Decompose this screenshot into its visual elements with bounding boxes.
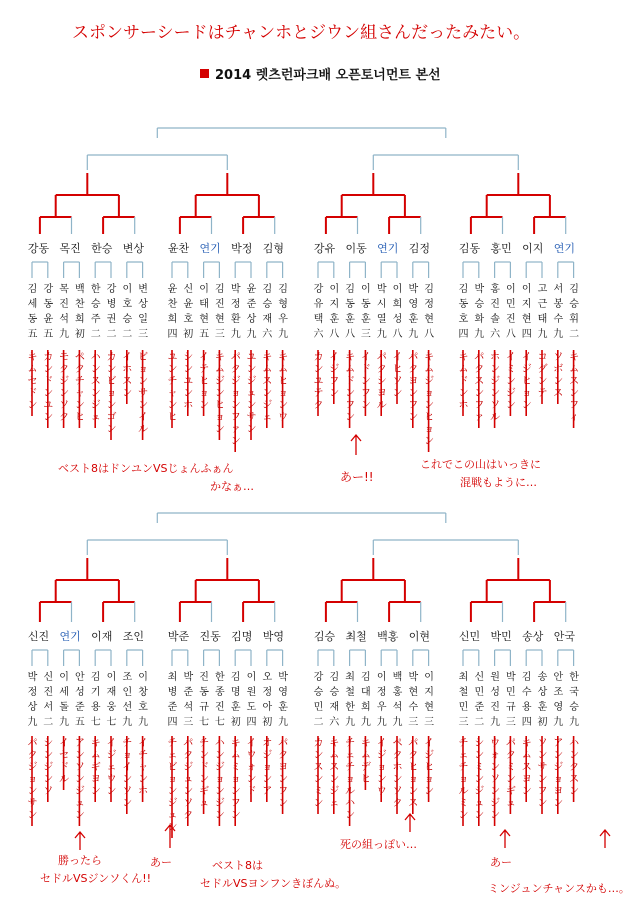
result-name: パ ク ジ ョ ン フ ァ ン [230,352,241,447]
result-name: ア ン ジ ョ ヨ ン [553,738,564,809]
result-name: イ ジ ヒ ョ ン [521,352,532,411]
result-name: イ ウ ォ ン ド [246,738,257,797]
player-name: 이 정 우 九 [376,672,387,728]
group-label: 신민 [458,630,481,643]
result-name: パ ク ジ ュ ン ソ ク [183,738,194,821]
group-label: 김동 [458,242,481,255]
player-name: 백 찬 희 初 [74,284,85,340]
result-name: ペ ク チ ャ ン ヒ [74,352,85,423]
player-name: 이 재 웅 七 [106,672,117,728]
player-name: 강 동 윤 五 [43,284,54,340]
result-name: カ ン ス ン ミ ン [313,738,324,809]
group-label: 한승 [91,242,113,255]
result-name: キ ム ジ ン ヒ ョ ン [214,352,225,435]
player-name: 박 현 수 三 [408,672,419,728]
result-name: パ ク ヒ ョ ン ス [408,738,419,809]
result-name: イ ヒ ソ ン [392,352,403,399]
player-name: 박 준 석 三 [183,672,194,728]
player-name: 최 철 한 九 [345,672,356,728]
result-name: パ ク ス ン フ ァ [474,352,485,423]
bottom-note-sedol-yeonghun: セドルVSヨンフンきぼんぬ。 [200,877,347,890]
result-name: チ ョ イ ン ソ ン [122,738,133,809]
result-name: キ ム ス ヨ ン [521,738,532,797]
group-label: 진동 [199,630,221,643]
group-label: 연기 [199,242,221,255]
player-name: 백 홍 석 九 [392,672,403,728]
player-name: 강 병 권 二 [106,284,117,340]
bottom-note-ah-2: あー [490,856,512,869]
group-label: 박정 [231,242,253,255]
bottom-note-best8: ベスト8は [212,859,263,872]
group-label: 박영 [262,630,284,643]
player-name: 박 정 상 九 [27,672,38,728]
player-name: 원 성 진 九 [490,672,501,728]
player-name: 박 영 훈 九 [278,672,289,728]
group-label: 이재 [91,630,113,643]
top-note-konsen: 混戦もように… [460,476,537,489]
result-name: キ ム ミ ョ ン フ ン [230,738,241,821]
result-name: キ ム ド ン ホ [458,352,469,411]
player-name: 박 정 환 九 [230,284,241,340]
group-label: 연기 [377,242,399,255]
player-name: 이 호 승 二 [122,284,133,340]
player-name: 박 민 규 三 [505,672,516,728]
player-name: 이 민 진 八 [505,284,516,340]
group-label: 변상 [122,242,144,255]
group-label: 안국 [553,630,575,643]
result-name: ペ ク ホ ン ソ ク [392,738,403,809]
group-label: 윤찬 [167,242,190,255]
player-name: 송 상 훈 初 [537,672,548,728]
result-name: ハ ン ジ ョ ン ジ ン [214,738,225,821]
group-label: 홍민 [490,242,512,255]
result-name: ウ ォ ン ソ ン ジ ン [490,738,501,821]
result-name: イ ジ ョ ン ウ [376,738,387,797]
bottom-note-minjun: ミンジュンチャンスかも…。 [488,882,630,895]
result-name: イ ミ ン ジ ン [505,352,516,411]
player-name: 박 영 훈 九 [408,284,419,340]
player-name: 김 명 훈 初 [230,672,241,728]
result-name: ハ ン ク ス ン [569,738,580,797]
result-name: ア ン ソ ン ジ ュ ン [74,738,85,821]
result-name: キ ム ス ン ジ ェ [329,738,340,809]
player-name: 이 세 돌 九 [59,672,70,728]
result-name: チ ン ド ン ギ ュ [199,738,210,809]
group-label: 김승 [313,630,336,643]
result-name: チ ェ ビ ョ ン ジ ュ ン [167,738,178,833]
result-name: パ ク シ ヨ ル [376,352,387,411]
title-text: 2014 렛츠런파크배 오픈토너먼트 본선 [215,68,441,83]
group-label: 김명 [231,630,253,643]
player-name: 김 대 희 九 [360,672,371,728]
result-name: キ ム ド ン フ ン [345,352,356,423]
player-name: 윤 준 상 九 [246,284,257,340]
player-name: 서 봉 수 九 [553,284,564,340]
top-note-best8: ベスト8はドンユンVSじょんふぁん [58,462,234,475]
player-name: 박 시 열 九 [376,284,387,340]
player-name: 이 지 훈 八 [329,284,340,340]
player-name: 최 병 준 四 [167,672,178,728]
player-name: 홍 진 솔 六 [490,284,501,340]
result-name: キ ム ギ ヨ ン [90,738,101,797]
result-name: イ ホ ス ン [122,352,133,399]
result-name: ユ ン チ ャ ン ヒ [167,352,178,423]
player-name: 신 민 준 二 [474,672,485,728]
player-name: 강 승 민 二 [313,672,324,728]
group-label: 강유 [313,242,336,255]
group-label: 연기 [59,630,81,643]
result-name: パ ク ヨ ン フ ン [408,352,419,423]
result-name: カ ン ビ ョ ン ゴ ン [106,352,117,435]
result-name: イ チ ャ ン ホ [138,738,149,797]
group-label: 연기 [553,242,575,255]
result-name: チ ェ チ ョ ル ミ ン [458,738,469,821]
player-name: 한 국 승 九 [569,672,580,728]
bottom-note-sedol-jinseo: セドルVSジンソくん!! [40,872,152,885]
result-name: キ ム セ ド ン [27,352,38,411]
player-name: 고 근 태 九 [537,284,548,340]
player-name: 한 종 진 七 [214,672,225,728]
result-name: ビ ョ ン サ ン イ ル [138,352,149,435]
group-label: 김정 [408,242,430,255]
player-name: 김 형 우 九 [278,284,289,340]
group-label: 조인 [122,630,144,643]
player-name: 박 승 화 九 [474,284,485,340]
result-name: チ ェ チ ョ ル ハ ン [345,738,356,821]
bottom-note-death-group: 死の組っぽい… [340,838,417,851]
result-name: イ ジ ヒ ョ ン [424,738,435,797]
result-name: キ ム ス ン フ ィ [569,352,580,423]
group-label: 이현 [408,630,430,643]
result-name: パ ク ミ ン ギ ュ [505,738,516,809]
header-note: スポンサーシードはチャンホとジウン組さんだったみたい。 [72,23,531,43]
player-name: 김 수 용 四 [521,672,532,728]
top-note-konzan: これでこの山はいっきに [420,458,541,471]
result-name: イ ド ン フ ン [360,352,371,411]
result-name: コ グ ン テ [537,352,548,399]
player-name: 김 동 훈 八 [345,284,356,340]
player-name: 신 진 서 二 [43,672,54,728]
group-label: 백홍 [377,630,399,643]
group-label: 박민 [490,630,512,643]
bottom-note-ah-1: あー [150,856,172,869]
group-label: 신진 [27,630,50,643]
player-name: 이 지 현 三 [424,672,435,728]
bottom-note-win: 勝ったら [58,854,102,867]
player-name: 이 희 성 八 [392,284,403,340]
result-name: パ ク ヨ ン フ ン [278,738,289,809]
result-name: モ ク ジ ン ソ ク [59,352,70,423]
result-name: シ ン ユ ン ホ [183,352,194,411]
player-name: 이 동 훈 三 [360,284,371,340]
player-name: 최 철 민 三 [458,672,469,728]
result-name: キ ム デ ヒ [360,738,371,785]
player-name: 이 창 호 九 [138,672,149,728]
player-name: 조 인 선 九 [122,672,133,728]
group-label: 최철 [345,630,367,643]
result-name: イ テ ヒ ョ ン [199,352,210,411]
result-name: ソ ン サ ン フ ン [537,738,548,809]
group-label: 이동 [345,242,367,255]
group-label: 강동 [27,242,50,255]
group-label: 박준 [167,630,190,643]
player-name: 신 윤 호 初 [183,284,194,340]
result-name: カ ン ユ テ ク [313,352,324,411]
result-name: キ ム ス ン ジ ェ [262,352,273,423]
result-name: シ ン ジ ン ソ [43,738,54,797]
player-name: 윤 찬 희 四 [167,284,178,340]
result-name: イ ジ ェ ウ ン [106,738,117,797]
result-name: オ ジ ョ ン ア [262,738,273,797]
player-name: 김 정 현 八 [424,284,435,340]
player-name: 한 승 주 二 [90,284,101,340]
group-label: 송상 [522,630,544,643]
player-name: 김 승 재 六 [262,284,273,340]
player-name: 김 세 동 五 [27,284,38,340]
player-name: 이 지 현 四 [521,284,532,340]
player-name: 이 태 현 五 [199,284,210,340]
group-label: 김형 [262,242,284,255]
group-label: 목진 [59,242,81,255]
player-name: 이 원 도 四 [246,672,257,728]
result-name: パ ク ジ ョ ン サ ン [27,738,38,821]
player-name: 김 기 용 七 [90,672,101,728]
result-name: キ ム ジ ョ ン ヒ ョ ン [424,352,435,447]
player-name: 변 상 일 三 [138,284,149,340]
result-name: ソ ボ ン ス [553,352,564,399]
player-name: 강 유 택 六 [313,284,324,340]
player-name: 안 성 준 五 [74,672,85,728]
result-name: イ ジ フ ン [329,352,340,399]
player-name: 김 승 휘 二 [569,284,580,340]
player-name: 안 조 영 九 [553,672,564,728]
result-name: キ ム ヒ ョ ン ウ [278,352,289,423]
result-name: カ ン ド ン ユ ン [43,352,54,423]
result-name: ホ ン ジ ン ソ ル [490,352,501,423]
result-name: ハ ン ス ン ジ ュ [90,352,101,423]
player-name: 김 승 재 六 [329,672,340,728]
player-name: 김 동 호 四 [458,284,469,340]
group-label: 이지 [522,242,544,255]
top-note-ah: あー!! [340,470,374,484]
player-name: 김 진 현 三 [214,284,225,340]
result-name: シ ン ミ ン ジ ュ ン [474,738,485,821]
top-note-kana: かなぁ… [210,480,254,493]
result-name: ユ ン ジ ュ ン サ ン [246,352,257,435]
result-name: イ セ ド ル [59,738,70,785]
player-name: 오 정 아 初 [262,672,273,728]
player-name: 진 동 규 七 [199,672,210,728]
player-name: 목 진 석 九 [59,284,70,340]
